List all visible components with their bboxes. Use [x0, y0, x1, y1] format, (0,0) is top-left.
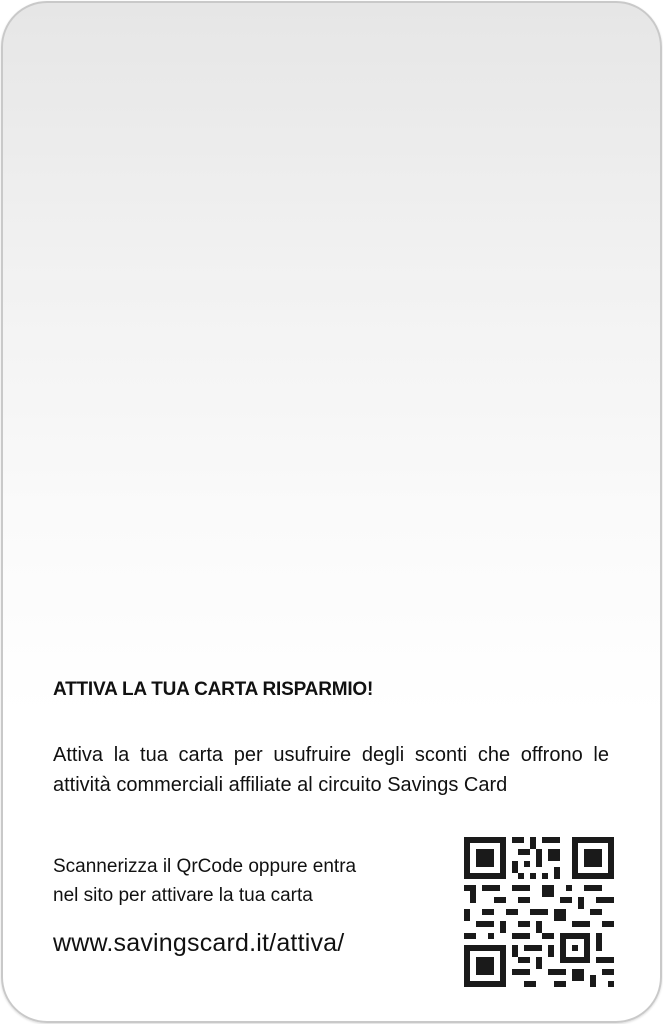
activation-url[interactable]: www.savingscard.it/attiva/ — [53, 929, 345, 957]
qr-code-icon[interactable] — [464, 837, 614, 987]
savings-card-back — [1, 1, 662, 1023]
card-heading: ATTIVA LA TUA CARTA RISPARMIO! — [53, 679, 374, 700]
scan-line-2: nel sito per attivare la tua carta — [53, 885, 313, 906]
scan-line-1: Scannerizza il QrCode oppure entra — [53, 856, 357, 877]
card-description: Attiva la tua carta per usufruire degli sconti che offrono le attività commerciali affiliate al circuito Savings Card — [53, 744, 609, 796]
scan-instructions — [53, 852, 433, 910]
